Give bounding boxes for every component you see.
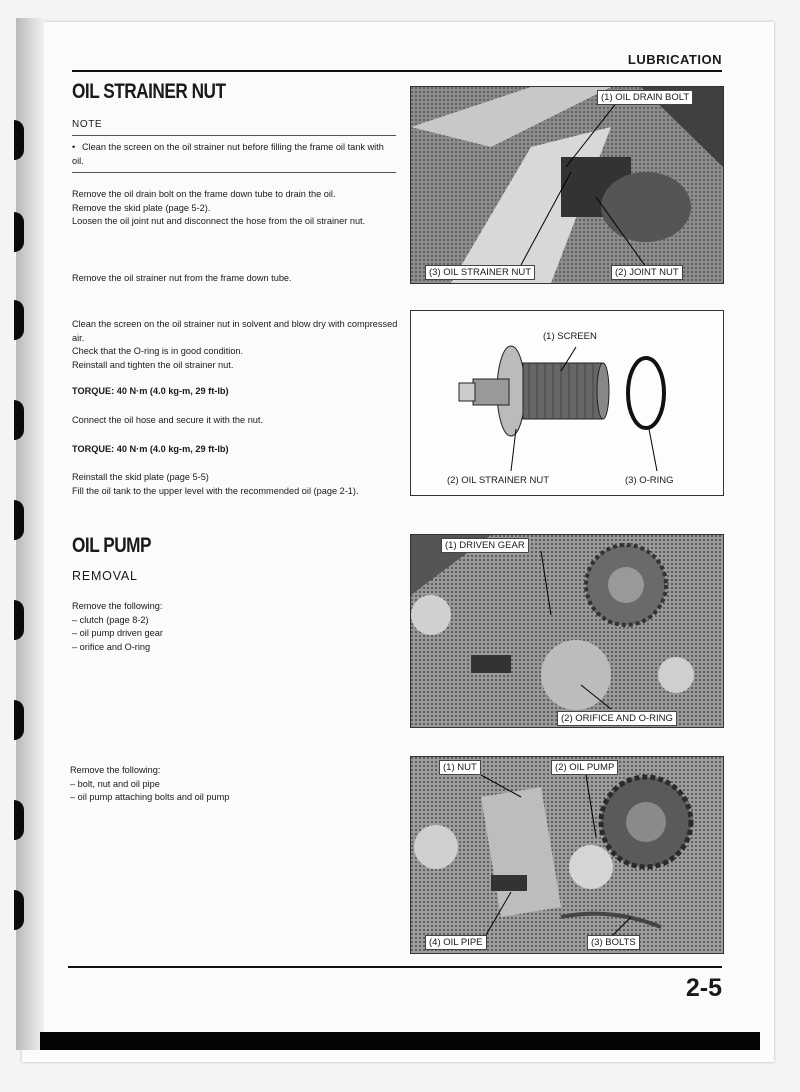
binder-hole [14,800,24,840]
instruction-line: Remove the oil drain bolt on the frame down tube to drain the oil. [72,189,336,199]
list-item: – bolt, nut and oil pipe [70,778,160,789]
note-rule [72,135,396,136]
removal-list-2 [70,764,396,805]
instruction-block [72,471,398,498]
torque-spec: TORQUE: 40 N·m (4.0 kg-m, 29 ft-lb) [72,444,229,454]
callout-joint-nut: (2) JOINT NUT [611,265,683,280]
section-title-oil-strainer: OIL STRAINER NUT [72,80,226,103]
binder-hole [14,500,24,540]
instruction-line: Remove the oil strainer nut from the frame down tube. [72,273,292,283]
section-title-oil-pump: OIL PUMP [72,534,151,557]
removal-list-1 [72,600,398,654]
instruction-line: Check that the O-ring is in good condition. [72,346,244,356]
list-item: – clutch (page 8-2) [72,614,149,625]
footer-rule [68,966,722,968]
label-screen: (1) SCREEN [543,331,597,342]
list-item: – oil pump driven gear [72,628,163,638]
instruction-line: Reinstall the skid plate (page 5-5) [72,472,209,482]
diagram-strainer-parts [410,310,724,496]
instruction-line: Connect the oil hose and secure it with the nut. [72,415,264,425]
callout-orifice-o-ring: (2) ORIFICE AND O-RING [557,711,677,726]
list-intro: Remove the following: [72,601,163,611]
binder-hole [14,120,24,160]
callout-bolts: (3) BOLTS [587,935,640,950]
torque-spec: TORQUE: 40 N·m (4.0 kg-m, 29 ft-lb) [72,386,229,396]
list-item: – oil pump attaching bolts and oil pump [70,792,230,802]
photo-oil-strainer [410,86,724,284]
list-item: – orifice and O-ring [72,641,151,652]
callout-nut: (1) NUT [439,760,481,775]
instruction-line: Loosen the oil joint nut and disconnect the hose from the oil strainer nut. [72,216,366,226]
engine-photo [411,535,723,727]
instruction-line: Remove the skid plate (page 5-2). [72,202,211,213]
photo-oil-pump [410,756,724,954]
binder-hole [14,212,24,252]
note-text: • Clean the screen on the oil strainer nut before filling the frame oil tank with oil. [72,142,384,166]
callout-oil-pump: (2) OIL PUMP [551,760,618,775]
instruction-line: Reinstall and tighten the oil strainer nut. [72,359,234,370]
section-label: LUBRICATION [627,52,722,67]
subsection-removal: REMOVAL [72,569,138,583]
callout-driven-gear: (1) DRIVEN GEAR [441,538,529,553]
note-rule-bottom [72,172,396,173]
page-bottom-bar [40,1032,760,1050]
binder-hole [14,300,24,340]
callout-oil-pipe: (4) OIL PIPE [425,935,487,950]
callout-oil-drain-bolt: (1) OIL DRAIN BOLT [597,90,693,105]
photo-driven-gear [410,534,724,728]
instruction-block [72,188,398,229]
engine-photo [411,757,723,953]
note-label: NOTE [72,119,103,130]
page-number: 2-5 [685,974,722,1002]
instruction-line: Clean the screen on the oil strainer nut in solvent and blow dry with compressed air. [72,319,398,343]
binder-hole [14,890,24,930]
engine-photo [411,87,723,283]
binder-hole [14,600,24,640]
instruction-line: Fill the oil tank to the upper level with the recommended oil (page 2-1). [72,485,359,496]
label-o-ring: (3) O-RING [625,475,674,486]
header-rule [72,70,722,72]
callout-oil-strainer-nut: (3) OIL STRAINER NUT [425,265,535,280]
binder-hole [14,400,24,440]
binder-hole [14,700,24,740]
list-intro: Remove the following: [70,765,161,775]
instruction-block [72,318,398,372]
label-oil-strainer-nut: (2) OIL STRAINER NUT [447,475,550,486]
